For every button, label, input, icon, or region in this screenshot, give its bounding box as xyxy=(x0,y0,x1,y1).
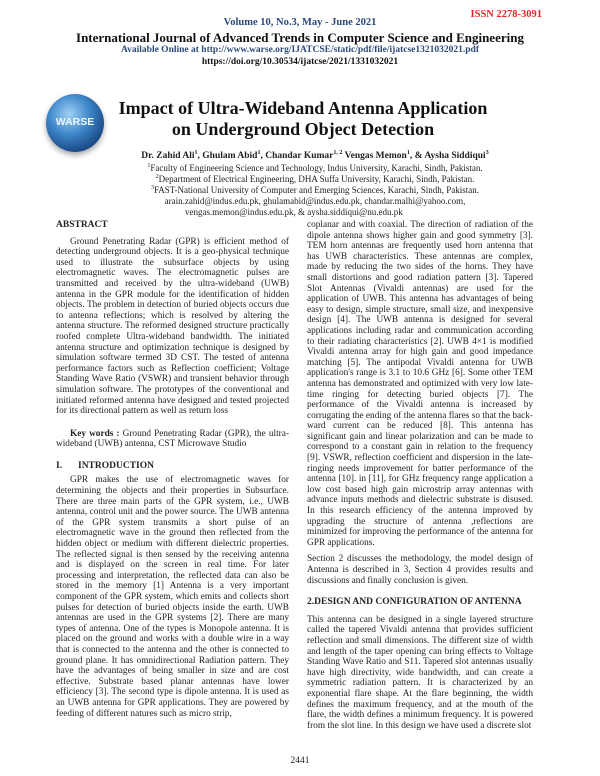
emails: arain.zahid@indus.edu.pk, ghulamabid@indus.edu.pk, chandar.malhi@yahoo.com, xyxy=(164,196,466,206)
intro-paragraph-2: Section 2 discusses the methodology, the model design of Antenna is described in 3, Section 4 provides results and discussions and finally conclusion is given. xyxy=(307,554,533,586)
abstract-heading: ABSTRACT xyxy=(56,220,108,230)
aff-sup: 3 xyxy=(150,185,154,191)
author: Ghulam Abid xyxy=(202,151,258,161)
page-number: 2441 xyxy=(290,756,310,766)
emails: vengas.memon@indus.edu.pk, & aysha.siddiqui@nu.edu.pk xyxy=(185,207,403,217)
intro-heading-num: I. xyxy=(56,460,63,471)
right-column xyxy=(307,220,533,731)
section2-heading: 2.DESIGN AND CONFIGURATION OF ANTENNA xyxy=(307,597,522,608)
aff-sup: 1 xyxy=(147,163,151,169)
aff-sup: 2 xyxy=(155,174,159,180)
keywords: Ground Penetrating Radar (GPR), the ultra-wideband (UWB) antenna, CST Microwave Studio xyxy=(56,428,290,450)
journal-name: International Journal of Advanced Trends in Computer Science and Engineering xyxy=(76,30,524,45)
author-sup: 1, 2 xyxy=(333,149,343,156)
paper-title: Impact of Ultra-Wideband Antenna Application on Underground Object Detection xyxy=(118,98,488,139)
author-sup: 3 xyxy=(485,149,489,156)
keywords-label: Key words : xyxy=(70,428,120,439)
volume-info: Volume 10, No.3, May - June 2021 xyxy=(223,17,377,28)
author-sup: 1 xyxy=(257,149,261,156)
affiliation xyxy=(100,185,530,196)
doi-link[interactable]: https://doi.org/10.30534/ijatcse/2021/1331032021 xyxy=(201,57,399,67)
author-list: Dr. Zahid Ali$^1$, Ghulam Abid$^1$, Chandar Kumar$^{1, 2}$ Vengas Memon$^1$, & Aysha Siddiqui$^3$ xyxy=(141,149,489,161)
affiliation xyxy=(100,163,530,174)
author-sup: 1 xyxy=(194,149,198,156)
aff-text: Department of Electrical Engineering, DHA Suffa University, Karachi, Sindh, Pakistan. xyxy=(158,174,475,184)
logo-text: WARSE xyxy=(55,116,95,128)
aff-text: Faculty of Engineering Science and Technology, Indus University, Karachi, Sindh, Pakistan. xyxy=(150,163,483,173)
author: Chandar Kumar xyxy=(265,151,334,161)
aff-text: FAST-National University of Computer and Emerging Sciences, Karachi, Sindh, Pakistan. xyxy=(153,185,480,195)
affiliation xyxy=(100,174,530,185)
author: & Aysha Siddiqui xyxy=(414,151,486,161)
left-column xyxy=(56,220,289,719)
intro-heading: INTRODUCTION xyxy=(78,460,155,471)
author-sup: 1 xyxy=(406,149,410,156)
intro-paragraph-cont: coplanar and with coaxial. The direction of radiation of the dipole antenna shows higher gain and good symmetry [3]. TEM horn antennas are frequently used horn antenna that has UWB characteristics. These antennas are complex, made by reducing the two sides of the horns. They have small distortions and good radiation pattern [3]. Tapered Slot Antennas (Vivaldi antennas) are used for the application of UWB. This antenna has advantages of being easy to design, simple structure, small size, and inexpensive design [4]. The UWB antenna is designed for several applications including radar and communication according to their radiating characteristics [2]. UWB 4×1 is modified Vivaldi antenna array for high gain and good impedance matching [5]. The antipodal Vivaldi antenna for UWB application's range is 3.1 to 10.6 GHz [6]. Some other TEM antenna has demonstrated and optimized with very low late-time ringing for detecting buried objects [7]. The performance of the Vivaldi antenna is increased by corrugating the ending of the antenna flares so that the back-ward current can be reduced [8]. This antenna has significant gain and linear polarization and can be made to correspond to a constant gain in relation to the frequency [9]. VSWR, reflection coefficient and dispersion in the late-ringing needs improvement for batter performance of the antenna [10]. in [11], for GHz frequency range application a low cost based high gain microstrip array antennas with advance inputs methods and dielectric substrate is disused. In this research efficiency of the antenna improved by upgrading the structure of antenna ,reflections are minimized for improving the performance of the antenna for GPR applications. xyxy=(307,220,533,548)
intro-paragraph: GPR makes the use of electromagnetic waves for determining the objects and their properties in Subsurface. There are three main parts of the GPR system, i.e., UWB antenna, control unit and the power source. The UWB antenna of the GPR system transmits a short pulse of an electromagnetic wave in the ground then reflected from the hidden object or medium with different dielectric properties. The reflected signal is then sensed by the receiving antenna and is displayed on the screen in real time. For later processing and interpretation, the reflected data can also be stored in the memory [1] Antenna is a very important component of the GPR system, which emits and collects short pulses for detection of buried objects inside the earth. UWB antennas are used in the GPR systems [2]. There are many types of antenna. One of the types is Monopole antenna. It is placed on the ground and works with a double wire in a way that is connected to the antenna and the other is connected to ground plane. It has omnidirectional Radiation pattern. They have the advantages of being smaller in size and are cost effective. Substrate based planar antennas have lower efficiency [3]. The second type is dipole antenna. It is used as an UWB antenna for GPR applications. They are powered by feeding of different natures such as micro strip, xyxy=(56,475,289,719)
section2-paragraph: This antenna can be designed in a single layered structure called the tapered Vivaldi antenna that provides sufficient reflection and small dimensions. The different size of width and length of the taper opening can bring effects to Voltage Standing Wave Ratio and S11. Tapered slot antennas usually have high directivity, wide bandwidth, and can create a symmetric radiation pattern. It is characterized by an exponential flare shape. At the flare beginning, the width defines the maximum frequency, and at the mouth of the flare, the width defines a minimum frequency. It is powered from the slot line. In this design we have used a discrete slot xyxy=(307,614,533,731)
author: Dr. Zahid Ali xyxy=(141,151,195,161)
warse-logo xyxy=(46,94,104,152)
issn: ISSN 2278-3091 xyxy=(470,9,542,20)
author: Vengas Memon xyxy=(344,151,407,161)
abstract-text: Ground Penetrating Radar (GPR) is efficient method of detecting underground objects. It is a geo-physical technique used to illustrate the subsurface objects by using electromagnetic waves. The electromagnetic pulses are transmitted and received by the ultra-wideband (UWB) antenna in the GPR module for the identification of hidden objects. The problem in detection of buried objects occurs due to antenna reflections; which is resolved by altering the antenna structure. The reformed designed structure practically roofed complete Ultra-wideband bandwidth. The initiated antenna structure and optimization technique is designed by simulation software termed 3D CST. The tested of antenna performance factors such as Reflection coefficient; Voltage Standing Wave Ratio (VSWR) and transient behavior through simulation software. The prototypes of the conventional and initiated reformed antenna have designed and tested projected for its directional pattern as well as return loss xyxy=(56,236,289,417)
online-link[interactable]: Available Online at http://www.warse.org/IJATCSE/static/pdf/file/ijatcse1321032021.pdf xyxy=(120,45,479,55)
